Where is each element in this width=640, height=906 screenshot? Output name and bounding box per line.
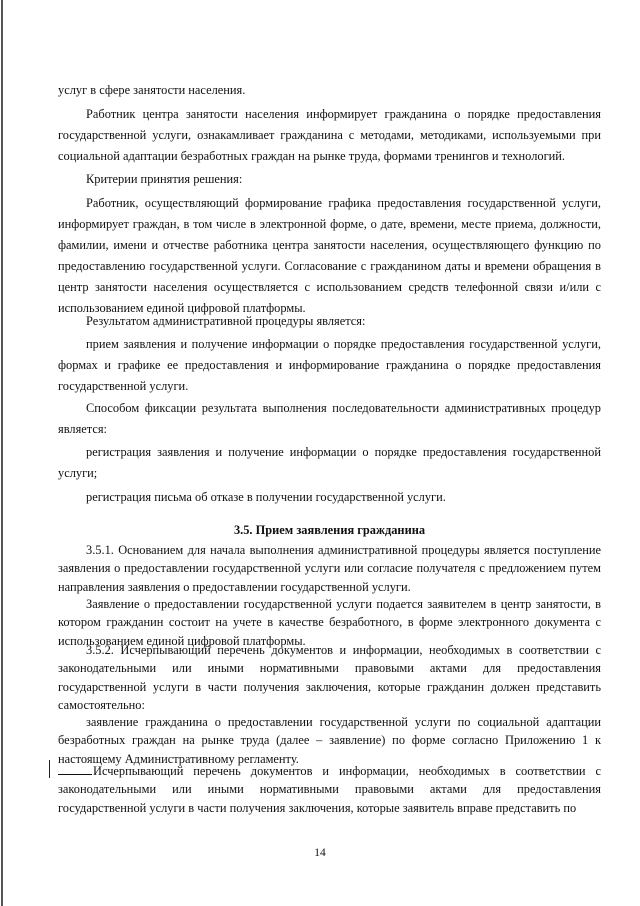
blank-underline: [58, 763, 92, 775]
section-list-text: Исчерпывающий перечень документов и информации, необходимых в соответствии с законодательными или иными нормативными правовыми актами для предоставления государственной услуги в части получения заключения, которые заявитель вправе представить по: [58, 764, 601, 815]
paragraph-result-heading: Результатом административной процедуры является:: [86, 314, 366, 328]
paragraph-refusal: регистрация письма об отказе в получении государственной услуги.: [86, 490, 446, 504]
paragraph-result: прием заявления и получение информации о порядке предоставления государственной услуги, формах и графике ее предоставления и информирование гражданина о порядке предоставления государственной услуги.: [58, 337, 601, 393]
paragraph-schedule: Работник, осуществляющий формирование графика предоставления государственной услуги, информирует граждан, в том числе в электронной форме, о дате, времени, месте приема, должности, фамилии, имени и отчестве работника центра занятости населения, осуществляющего функцию по предоставлению государственной услуги. Согласование с гражданином даты и времени обращения в центр занятости населения осуществляется с использованием средств телефонной связи и/или с использованием единой цифровой платформы.: [58, 196, 601, 315]
paragraph-fixation: Способом фиксации результата выполнения последовательности административных процедур является:: [58, 401, 601, 436]
section-list-paragraph: [58, 762, 601, 817]
page-number: 14: [314, 847, 326, 859]
section-3-5-1: 3.5.1. Основанием для начала выполнения административной процедуры является поступление заявления о предоставлении государственной услуги или согласие получателя с предложением путем направления заявления о предоставлении государственной услуги.: [58, 543, 601, 594]
paragraph-continuation: услуг в сфере занятости населения.: [58, 83, 246, 97]
paragraph-criteria: Критерии принятия решения:: [86, 172, 243, 186]
margin-mark: [49, 760, 50, 778]
paragraph-registration: регистрация заявления и получение информации о порядке предоставления государственной услуги;: [58, 445, 601, 480]
section-heading: 3.5. Прием заявления гражданина: [233, 523, 426, 537]
section-application-paragraph: Заявление о предоставлении государственной услуги подается заявителем в центр занятости, в котором гражданин состоит на учете в качестве безработного, в форме электронного документа с использованием единой цифровой платформы.: [58, 597, 601, 648]
section-application-form: заявление гражданина о предоставлении государственной услуги по социальной адаптации безработных граждан на рынке труда (далее – заявление) по форме согласно Приложению 1 к настоящему Административному регламенту.: [58, 715, 601, 766]
section-3-5-2: 3.5.2. Исчерпывающий перечень документов и информации, необходимых в соответствии с законодательными или иными нормативными правовыми актами для предоставления государственной услуги в части получения заключения, которые гражданин должен представить самостоятельно:: [58, 643, 601, 712]
paragraph-informs: Работник центра занятости населения информирует гражданина о порядке предоставления государственной услуги, ознакамливает гражданина с методами, методиками, используемыми при социальной адаптации безработных граждан на рынке труда, формами тренингов и технологий.: [58, 107, 601, 163]
scan-edge-line: [1, 0, 3, 906]
